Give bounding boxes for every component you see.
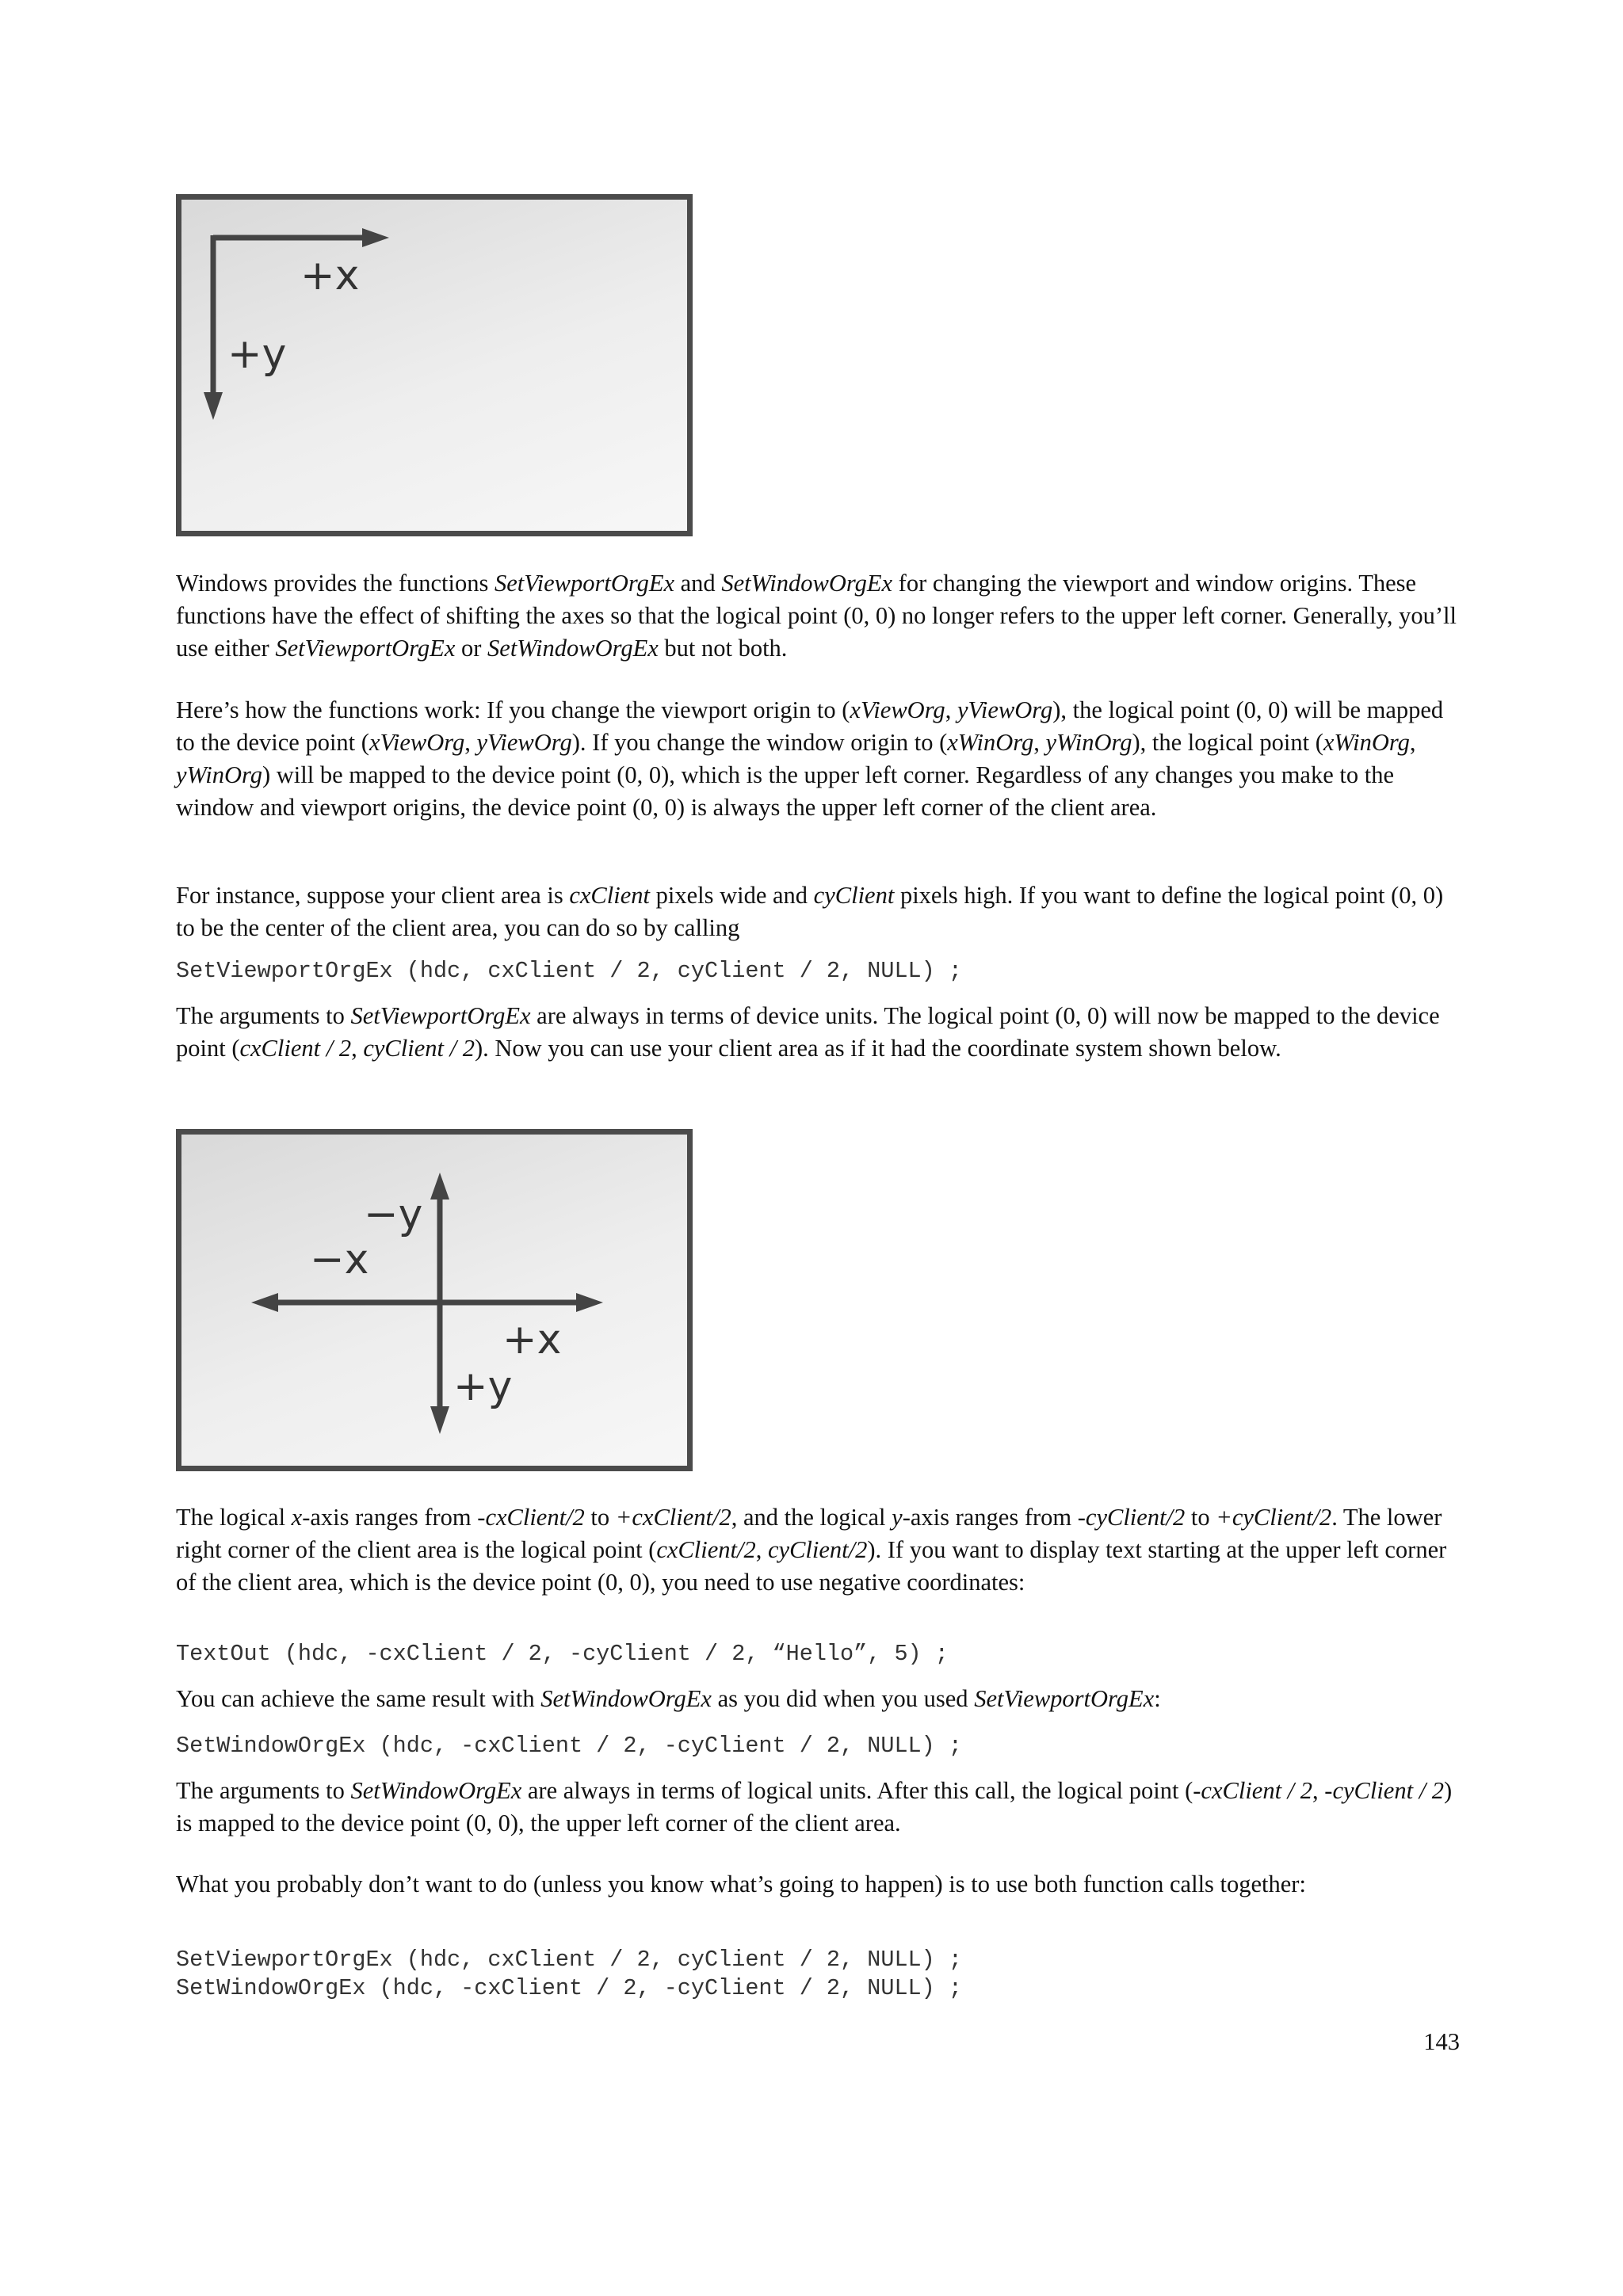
variable: -cyClient / 2 [1324, 1777, 1445, 1804]
variable: +cxClient/2 [615, 1504, 731, 1531]
text: ) will be mapped to the device point (0, 0), which is the upper left corner. Regardless of any changes you make to the window and viewport origins, the device point (0, 0) is always the upper left corner of the client area. [176, 761, 1394, 821]
variable: y [892, 1504, 903, 1531]
text: and [674, 570, 722, 597]
paragraph-2 [176, 694, 1460, 824]
variable: yViewOrg [957, 696, 1053, 723]
y-axis-arrow [204, 392, 223, 420]
text: to [584, 1504, 616, 1531]
neg-y-arrow [430, 1173, 449, 1199]
text: ). Now you can use your client area as if it had the coordinate system shown below. [474, 1035, 1281, 1062]
function-name: SetWindowOrgEx [540, 1685, 712, 1712]
paragraph-1 [176, 567, 1460, 665]
text: ), the logical point (0, 0) will be mapped to the device point ( [176, 696, 1444, 756]
code-set-window-org: SetWindowOrgEx (hdc, -cxClient / 2, -cyClient / 2, NULL) ; [176, 1733, 962, 1759]
variable: x [291, 1504, 303, 1531]
text: ), the logical point ( [1132, 729, 1323, 756]
text: , [351, 1035, 364, 1062]
variable: +cyClient/2 [1216, 1504, 1332, 1531]
variable: xWinOrg [1323, 729, 1410, 756]
code-textout: TextOut (hdc, -cxClient / 2, -cyClient / 2, “Hello”, 5) ; [176, 1641, 949, 1667]
text: ). If you change the window origin to ( [571, 729, 948, 756]
text: , [945, 696, 957, 723]
text: The arguments to [176, 1777, 351, 1804]
x-axis-label: +x [300, 252, 360, 299]
text: , [755, 1536, 768, 1563]
neg-x-label: −x [310, 1236, 369, 1283]
text: The arguments to [176, 1002, 351, 1029]
function-name: SetViewportOrgEx [350, 1002, 531, 1029]
variable: cyClient/2 [768, 1536, 868, 1563]
text: ) is mapped to the device point (0, 0), the upper left corner of the client area. [176, 1777, 1453, 1836]
text: , [1409, 729, 1416, 756]
text: are always in terms of logical units. After this call, the logical point ( [521, 1777, 1193, 1804]
text: pixels wide and [649, 882, 814, 909]
figure-default-axes [176, 194, 693, 536]
text: , [464, 729, 477, 756]
variable: yWinOrg [176, 761, 262, 788]
text: but not both. [658, 635, 788, 662]
text: -axis ranges from [302, 1504, 478, 1531]
variable: xWinOrg [947, 729, 1034, 756]
text: , [1033, 729, 1046, 756]
variable: -cyClient/2 [1077, 1504, 1186, 1531]
paragraph-5 [176, 1501, 1460, 1599]
text: . The lower right corner of the client area is the logical point ( [176, 1504, 1442, 1563]
pos-y-label: +y [453, 1363, 513, 1410]
code-both-calls-line-1: SetViewportOrgEx (hdc, cxClient / 2, cyClient / 2, NULL) ; [176, 1947, 962, 1973]
variable: cxClient [569, 882, 650, 909]
variable: cxClient/2 [656, 1536, 756, 1563]
text: or [455, 635, 488, 662]
text: For instance, suppose your client area is [176, 882, 570, 909]
neg-x-arrow [251, 1293, 278, 1312]
default-axes-diagram [181, 200, 687, 531]
variable: cyClient / 2 [363, 1035, 475, 1062]
variable: xViewOrg [369, 729, 465, 756]
variable: yWinOrg [1045, 729, 1132, 756]
paragraph-3 [176, 879, 1460, 944]
variable: cyClient [813, 882, 895, 909]
text: What you probably don’t want to do (unless you know what’s going to happen) is to use both function calls together: [176, 1871, 1306, 1897]
text: as you did when you used [711, 1685, 975, 1712]
variable: -cxClient/2 [477, 1504, 585, 1531]
variable: cxClient / 2 [239, 1035, 352, 1062]
function-name: SetViewportOrgEx [495, 570, 675, 597]
text: to [1185, 1504, 1216, 1531]
text: ). If you want to display text starting at the upper left corner of the client area, which is the device point (0, 0), you need to use negative coordinates: [176, 1536, 1447, 1596]
paragraph-6 [176, 1683, 1460, 1715]
text: are always in terms of device units. The logical point (0, 0) will now be mapped to the device point ( [176, 1002, 1440, 1062]
text: : [1154, 1685, 1161, 1712]
variable: xViewOrg [850, 696, 945, 723]
neg-y-label: −y [364, 1191, 423, 1238]
pos-y-arrow [430, 1406, 449, 1434]
page-number: 143 [1423, 2028, 1460, 2055]
centered-axes-diagram [181, 1135, 687, 1466]
variable: -cxClient / 2 [1193, 1777, 1313, 1804]
pos-x-arrow [576, 1293, 603, 1312]
text: You can achieve the same result with [176, 1685, 541, 1712]
x-axis-arrow [362, 228, 389, 247]
paragraph-7 [176, 1775, 1460, 1840]
y-axis-label: +y [227, 330, 287, 378]
paragraph-8 [176, 1868, 1460, 1901]
function-name: SetWindowOrgEx [721, 570, 893, 597]
function-name: SetViewportOrgEx [974, 1685, 1155, 1712]
function-name: SetWindowOrgEx [487, 635, 659, 662]
paragraph-4 [176, 1000, 1460, 1065]
pos-x-label: +x [502, 1316, 562, 1363]
text: for changing the viewport and window origins. These functions have the effect of shifting the axes so that the logical point (0, 0) no longer refers to the upper left corner. Generally, you’ll use either [176, 570, 1457, 662]
code-set-viewport-org: SetViewportOrgEx (hdc, cxClient / 2, cyClient / 2, NULL) ; [176, 958, 962, 984]
text: Windows provides the functions [176, 570, 495, 597]
text: -axis ranges from [902, 1504, 1078, 1531]
function-name: SetWindowOrgEx [350, 1777, 522, 1804]
text: pixels high. If you want to define the logical point (0, 0) to be the center of the client area, you can do so by calling [176, 882, 1444, 941]
function-name: SetViewportOrgEx [275, 635, 456, 662]
text: Here’s how the functions work: If you change the viewport origin to ( [176, 696, 850, 723]
figure-centered-axes [176, 1129, 693, 1471]
variable: yViewOrg [476, 729, 572, 756]
text: , and the logical [731, 1504, 892, 1531]
text: The logical [176, 1504, 292, 1531]
code-both-calls-line-2: SetWindowOrgEx (hdc, -cxClient / 2, -cyClient / 2, NULL) ; [176, 1975, 962, 2001]
text: , [1312, 1777, 1325, 1804]
